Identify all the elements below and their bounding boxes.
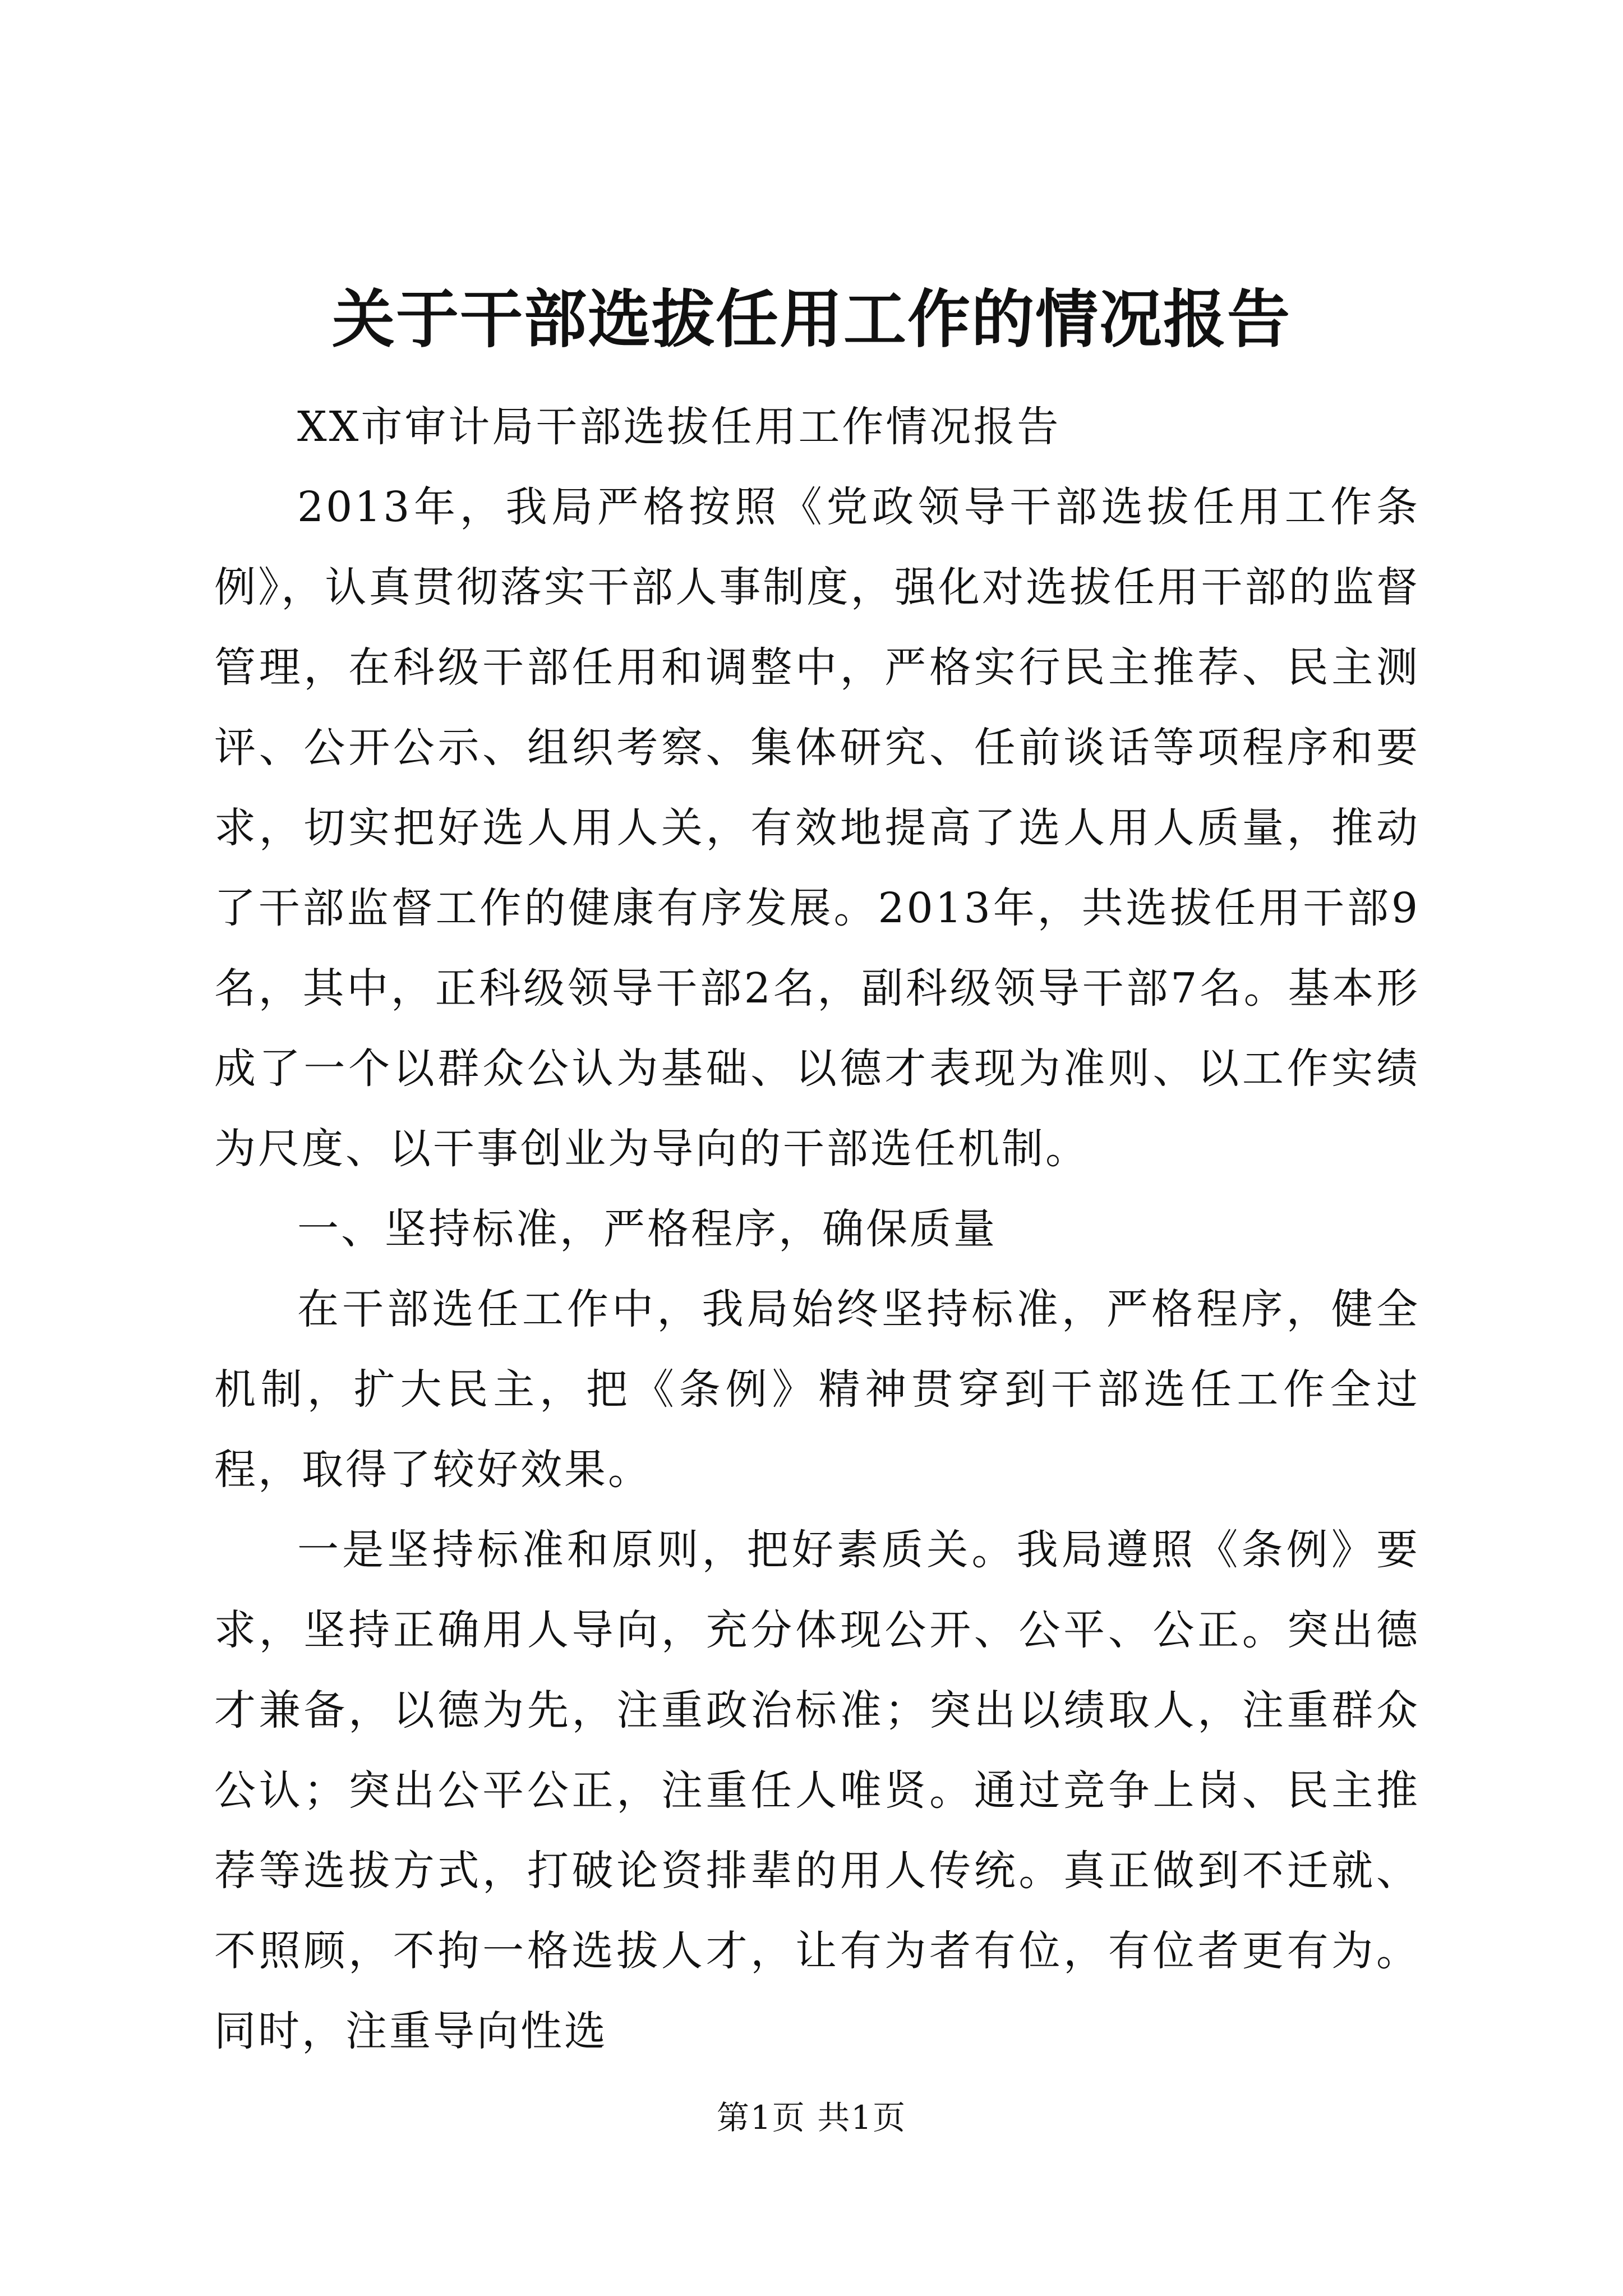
paragraph-section-1: 在干部选任工作中，我局始终坚持标准，严格程序，健全机制，扩大民主，把《条例》精神贯穿到干部选任工作全过程，取得了较好效果。	[214, 1285, 1420, 1494]
page-footer: 第1页 共1页	[716, 2099, 907, 2137]
paragraph-intro: 2013年，我局严格按照《党政领导干部选拔任用工作条例》，认真贯彻落实干部人事制度，强化对选拔任用干部的监督管理，在科级干部任用和调整中，严格实行民主推荐、民主测评、公开公示、组织考察、集体研究、任前谈话等项程序和要求，切实把好选人用人关，有效地提高了选人用人质量，推动了干部监督工作的健康有序发展。2013年，共选拔任用干部9名，其中，正科级领导干部2名，副科级领导干部7名。基本形成了一个以群众公认为基础、以德才表现为准则、以工作实绩为尺度、以干事创业为导向的干部选任机制。	[214, 483, 1420, 1173]
paragraph-subtitle: XX市审计局干部选拔任用工作情况报告	[297, 403, 1061, 451]
paragraph-point-1: 一是坚持标准和原则，把好素质关。我局遵照《条例》要求，坚持正确用人导向，充分体现公开、公平、公正。突出德才兼备，以德为先，注重政治标准；突出以绩取人，注重群众公认；突出公平公正，注重任人唯贤。通过竞争上岗、民主推荐等选拔方式，打破论资排辈的用人传统。真正做到不迁就、不照顾，不拘一格选拔人才，让有为者有位，有位者更有为。同时，注重导向性选	[214, 1526, 1420, 2055]
document-body	[214, 387, 1420, 2072]
document-title: 关于干部选拔任用工作的情况报告	[332, 283, 1291, 356]
section-heading-1: 一、坚持标准，严格程序，确保质量	[297, 1205, 997, 1253]
